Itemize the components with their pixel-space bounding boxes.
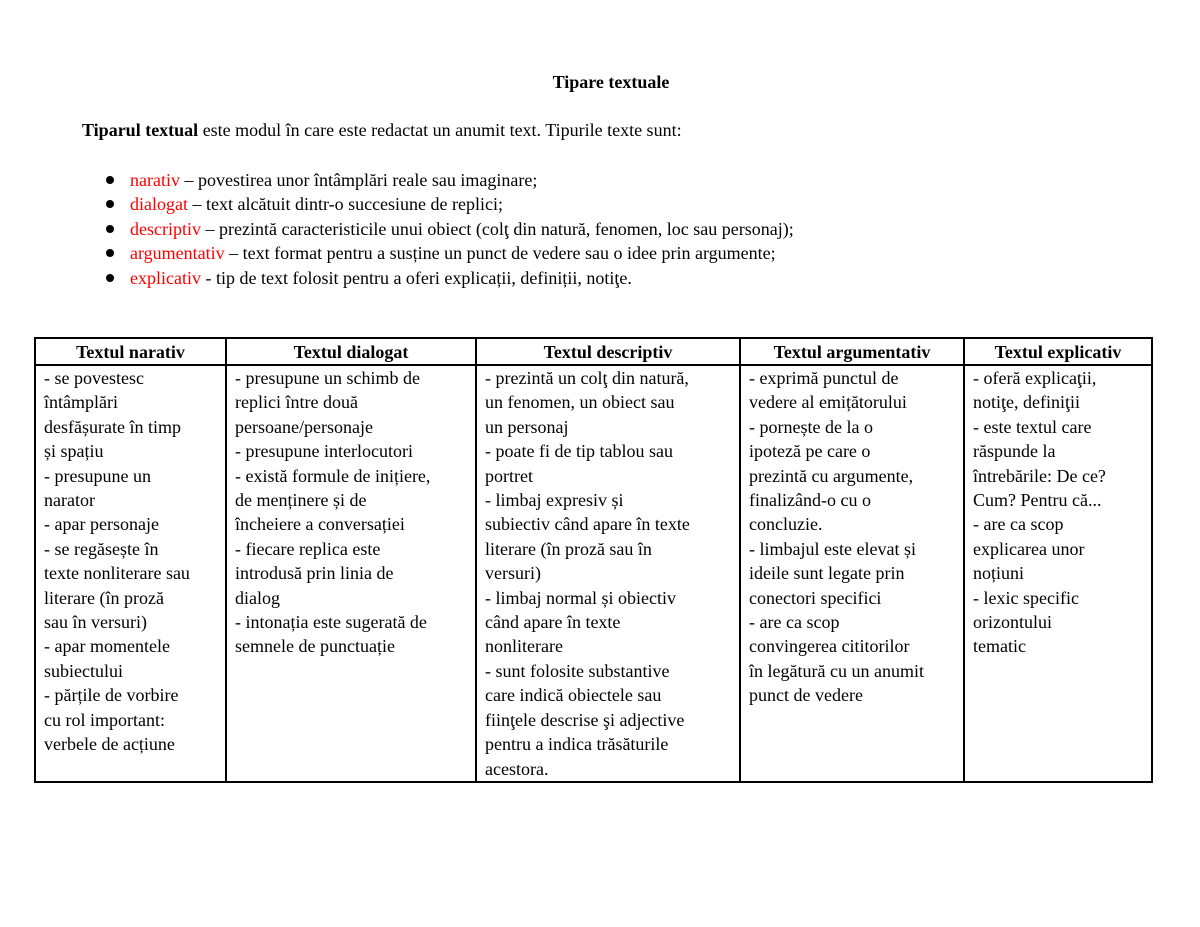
list-item: [0, 241, 794, 265]
type-term: descriptiv: [130, 218, 201, 239]
type-description: – text format pentru a susține un punct de vedere sau o idee prin argumente;: [224, 243, 776, 264]
cell-line: întrebările: De ce?: [973, 465, 1106, 486]
cell-line: conectori specifici: [749, 587, 882, 608]
type-description: – povestirea unor întâmplări reale sau imaginare;: [179, 170, 538, 190]
cell-line: versuri): [485, 563, 541, 584]
cell-line: ipoteză pe care o: [749, 441, 871, 462]
cell-line: introdusă prin linia de: [235, 563, 394, 584]
header-narrative: Textul narativ: [35, 338, 226, 365]
cell-line: încheiere a conversației: [235, 514, 405, 535]
cell-line: pentru a indica trăsăturile: [485, 734, 669, 755]
cell-line: nonliterare: [485, 636, 563, 657]
cell-explanatory: [964, 365, 1152, 782]
cell-line: subiectiv când apare în texte: [485, 514, 690, 535]
intro-text: este modul în care este redactat un anumit text. Tipurile texte sunt:: [198, 120, 682, 140]
cell-line: - are ca scop: [973, 514, 1064, 535]
cell-line: un personaj: [485, 416, 569, 437]
cell-line: vedere al emițătorului: [749, 392, 907, 413]
cell-line: verbele de acțiune: [44, 734, 175, 755]
cell-line: - este textul care: [973, 416, 1092, 437]
type-term: dialogat: [130, 194, 188, 215]
text-types-list: [0, 168, 794, 290]
cell-argumentative: [740, 365, 964, 782]
header-descriptive: Textul descriptiv: [476, 338, 740, 365]
cell-line: concluzie.: [749, 514, 823, 535]
cell-narrative: [35, 365, 226, 782]
intro-paragraph: [82, 119, 682, 141]
cell-line: desfășurate în timp: [44, 416, 181, 437]
cell-line: noțiuni: [973, 563, 1025, 584]
cell-line: - există formule de inițiere,: [235, 465, 431, 486]
cell-line: - apar momentele: [44, 636, 170, 657]
cell-line: - lexic specific: [973, 587, 1079, 608]
bullet-icon: [106, 176, 114, 184]
cell-line: texte nonliterare sau: [44, 563, 190, 584]
cell-line: - oferă explicaţii,: [973, 368, 1097, 388]
table-row: [35, 365, 1152, 782]
cell-line: - presupune interlocutori: [235, 441, 413, 462]
bullet-icon: [106, 249, 114, 257]
cell-line: literare (în proză: [44, 587, 164, 608]
cell-line: - părțile de vorbire: [44, 685, 179, 706]
cell-line: notiţe, definiţii: [973, 392, 1080, 413]
cell-line: - fiecare replica este: [235, 538, 381, 559]
list-item: [0, 217, 794, 241]
intro-bold-term: Tiparul textual: [82, 120, 199, 140]
cell-line: - se regăsește în: [44, 538, 159, 559]
list-item: [0, 266, 794, 290]
cell-line: - limbaj expresiv și: [485, 490, 624, 511]
cell-line: acestora.: [485, 758, 549, 779]
cell-line: - presupune un: [44, 465, 151, 486]
text-types-table: [34, 337, 1153, 783]
cell-line: finalizând-o cu o: [749, 490, 871, 511]
cell-line: de menținere și de: [235, 490, 367, 511]
cell-line: când apare în texte: [485, 612, 621, 633]
bullet-icon: [106, 225, 114, 233]
type-description: – text alcătuit dintr-o succesiune de replici;: [187, 194, 504, 215]
cell-line: - intonația este sugerată de: [235, 612, 427, 633]
cell-line: întâmplări: [44, 392, 118, 413]
cell-line: în legătură cu un anumit: [749, 660, 924, 681]
cell-line: - se povestesc: [44, 368, 144, 388]
cell-line: convingerea cititorilor: [749, 636, 910, 657]
cell-line: - exprimă punctul de: [749, 368, 899, 388]
header-argumentative: Textul argumentativ: [740, 338, 964, 365]
type-description: – prezintă caracteristicile unui obiect (colţ din natură, fenomen, loc sau personaj);: [200, 218, 794, 239]
cell-line: cu rol important:: [44, 709, 165, 730]
cell-line: și spațiu: [44, 441, 104, 462]
cell-line: persoane/personaje: [235, 416, 373, 437]
cell-line: dialog: [235, 587, 280, 608]
cell-line: subiectului: [44, 660, 123, 681]
cell-line: orizontului: [973, 612, 1052, 633]
header-dialogue: Textul dialogat: [226, 338, 476, 365]
cell-line: ideile sunt legate prin: [749, 563, 905, 584]
cell-line: care indică obiectele sau: [485, 685, 662, 706]
cell-line: sau în versuri): [44, 612, 147, 633]
type-description: - tip de text folosit pentru a oferi explicații, definiții, notiţe.: [200, 267, 632, 288]
cell-dialogue: [226, 365, 476, 782]
cell-line: punct de vedere: [749, 685, 863, 706]
cell-line: - prezintă un colţ din natură,: [485, 368, 689, 388]
cell-line: tematic: [973, 636, 1026, 657]
cell-line: - apar personaje: [44, 514, 159, 535]
cell-line: răspunde la: [973, 441, 1056, 462]
cell-line: - poate fi de tip tablou sau: [485, 441, 673, 462]
cell-line: un fenomen, un obiect sau: [485, 392, 675, 413]
cell-line: narator: [44, 490, 95, 511]
bullet-icon: [106, 274, 114, 282]
cell-descriptive: [476, 365, 740, 782]
cell-line: semnele de punctuație: [235, 636, 395, 657]
cell-line: portret: [485, 465, 533, 486]
header-explanatory: Textul explicativ: [964, 338, 1152, 365]
type-term: explicativ: [130, 267, 201, 288]
cell-line: replici între două: [235, 392, 358, 413]
list-item: [0, 192, 794, 216]
cell-line: - limbaj normal și obiectiv: [485, 587, 676, 608]
type-term: narativ: [130, 170, 180, 190]
cell-line: explicarea unor: [973, 538, 1085, 559]
cell-line: Cum? Pentru că...: [973, 490, 1102, 511]
list-item: [0, 168, 794, 192]
table-header-row: [35, 338, 1152, 365]
cell-line: prezintă cu argumente,: [749, 465, 914, 486]
bullet-icon: [106, 200, 114, 208]
page-title: Tipare textuale: [552, 72, 670, 92]
cell-line: - sunt folosite substantive: [485, 660, 670, 681]
cell-line: fiinţele descrise şi adjective: [485, 709, 685, 730]
type-term: argumentativ: [130, 243, 225, 264]
cell-line: literare (în proză sau în: [485, 538, 652, 559]
cell-line: - pornește de la o: [749, 416, 873, 437]
cell-line: - presupune un schimb de: [235, 368, 420, 388]
cell-line: - limbajul este elevat și: [749, 538, 916, 559]
cell-line: - are ca scop: [749, 612, 840, 633]
